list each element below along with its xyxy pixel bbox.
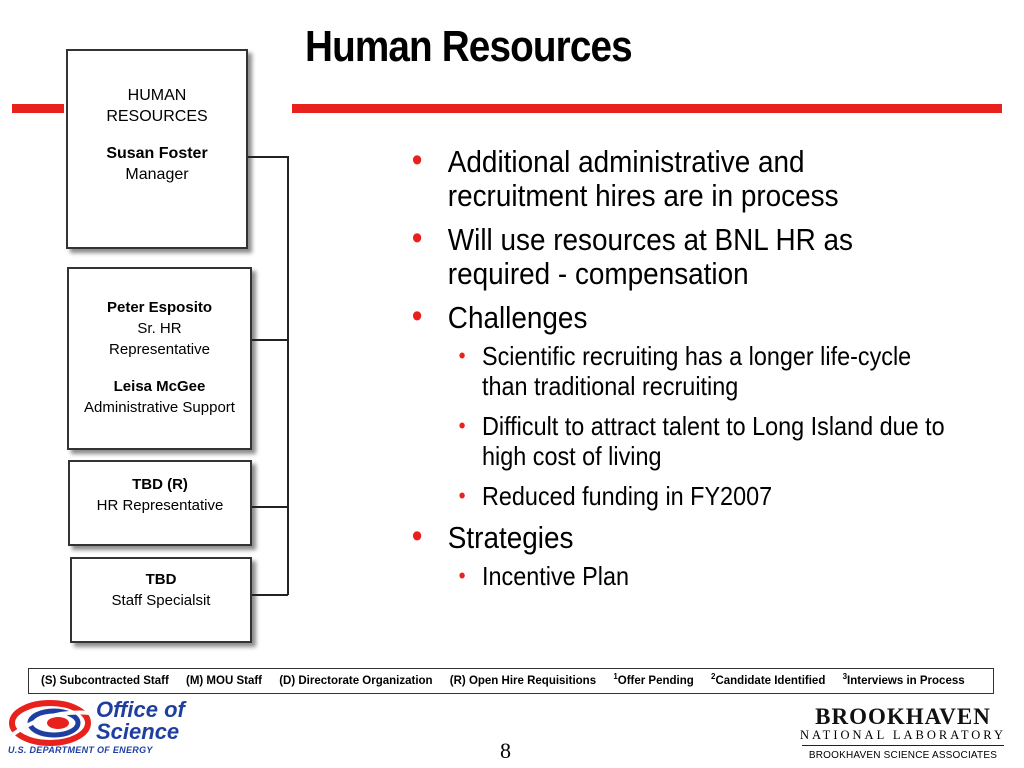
org-person-role-line2: Representative xyxy=(109,341,210,358)
sub-bullet-item: • Reduced funding in FY2007 xyxy=(458,481,773,511)
title-accent-bar-right xyxy=(292,104,1002,113)
legend-interviews: Interviews in Process xyxy=(847,675,965,687)
legend-bar: (S) Subcontracted Staff (M) MOU Staff (D) Directorate Organization (R) Open Hire Requisitions $^1$Offer Pending $^2$Candidate Identified $^3$Interviews in Process xyxy=(28,668,994,694)
legend-subcontracted: (S) Subcontracted Staff xyxy=(41,675,169,687)
org-person-name: Susan Foster xyxy=(106,145,208,162)
org-person-role: Staff Specialsit xyxy=(111,592,211,609)
bnl-associates: BROOKHAVEN SCIENCE ASSOCIATES xyxy=(808,750,998,761)
legend-candidate-identified: Candidate Identified xyxy=(715,675,826,687)
legend-directorate: (D) Directorate Organization xyxy=(279,675,433,687)
org-box-hr-rep xyxy=(68,460,252,546)
sub-bullet-item: • Scientific recruiting has a longer life-cycle than traditional recruiting xyxy=(458,341,912,401)
org-connector-box4 xyxy=(252,594,288,596)
org-connector-box2 xyxy=(252,339,288,341)
bullet-dot-icon: • xyxy=(411,141,423,179)
org-person-role: Manager xyxy=(125,166,189,183)
bullet-dot-icon: • xyxy=(411,517,423,555)
bullet-item: • Strategies xyxy=(411,517,574,555)
org-box-sr-hr xyxy=(67,267,252,450)
brookhaven-logo xyxy=(796,704,1010,761)
bullet-dot-icon: • xyxy=(458,483,466,508)
office-of-science-line1: Office of xyxy=(96,697,185,722)
org-box-heading-line1: HUMAN xyxy=(127,87,187,104)
org-box-staff-specialist xyxy=(70,557,252,643)
bullet-item: • Challenges xyxy=(411,297,588,335)
bullet-dot-icon: • xyxy=(458,563,466,588)
org-box-hr-manager xyxy=(66,49,248,249)
slide-title: Human Resources xyxy=(305,22,632,71)
org-person-name: TBD xyxy=(145,571,177,588)
title-accent-bar-left xyxy=(12,104,64,113)
legend-open-hire: (R) Open Hire Requisitions xyxy=(449,675,597,687)
bullet-dot-icon: • xyxy=(411,219,423,257)
org-person-role: Administrative Support xyxy=(84,399,235,416)
legend-offer-pending: Offer Pending xyxy=(617,675,694,687)
bnl-name: BROOKHAVEN xyxy=(815,704,991,729)
doe-label: U.S. DEPARTMENT OF ENERGY xyxy=(8,745,153,755)
office-of-science-line2: Science xyxy=(96,719,180,744)
org-person-name: Leisa McGee xyxy=(113,378,206,395)
bullet-item: • Will use resources at BNL HR as required - compensation xyxy=(411,219,853,291)
legend-mou: (M) MOU Staff xyxy=(186,675,263,687)
sub-bullet-item: • Difficult to attract talent to Long Island due to high cost of living xyxy=(458,411,945,471)
org-person-role-line1: Sr. HR xyxy=(137,320,182,337)
org-box-heading-line2: RESOURCES xyxy=(106,108,208,125)
bullet-dot-icon: • xyxy=(411,297,423,335)
bnl-lab: NATIONAL LABORATORY xyxy=(800,728,1006,742)
bullet-item: • Additional administrative and recruitment hires are in process xyxy=(411,141,839,213)
org-person-name: TBD (R) xyxy=(132,476,188,493)
org-connector-box3 xyxy=(252,506,288,508)
org-connector-vertical xyxy=(287,156,289,595)
org-person-name: Peter Esposito xyxy=(106,299,213,316)
bullet-dot-icon: • xyxy=(458,343,466,368)
sub-bullet-item: • Incentive Plan xyxy=(458,561,629,591)
page-number: 8 xyxy=(500,738,511,763)
bullet-dot-icon: • xyxy=(458,413,466,438)
bullet-list xyxy=(410,141,1010,601)
org-person-role: HR Representative xyxy=(96,497,224,514)
org-connector-top xyxy=(248,156,288,158)
